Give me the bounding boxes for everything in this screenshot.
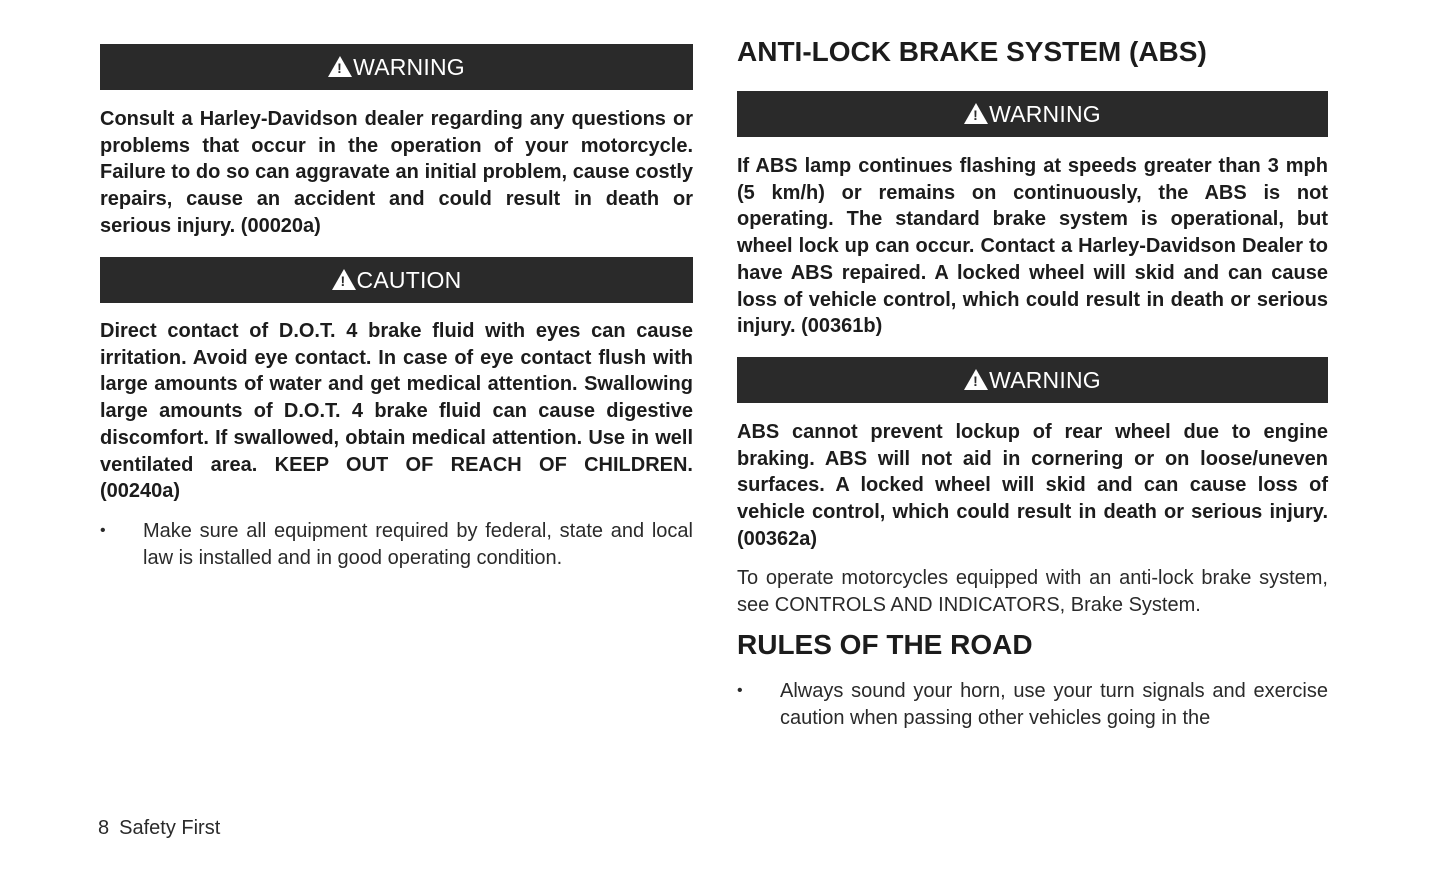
caution-banner [100, 257, 693, 303]
page-number: 8 [98, 817, 110, 839]
abs-heading: ANTI-LOCK BRAKE SYSTEM (ABS) [737, 36, 1207, 67]
equipment-bullet [100, 518, 693, 571]
abs-warning-banner-2-label: WARNING [989, 366, 1101, 393]
warning-triangle-icon [964, 103, 988, 124]
abs-warning-banner-1 [737, 91, 1328, 137]
warning-banner [100, 44, 693, 90]
abs-warning-text-1: If ABS lamp continues flashing at speeds greater than 3 mph (5 km/h) or remains on continuously, the ABS is not operating. The standard brake system is operational, but wheel lock up can occur. Contact a Harley-Davidson Dealer to have ABS repaired. A locked wheel will skid and can cause loss of vehicle control, which could result in death or serious injury. (00361b) [737, 155, 1328, 338]
bullet-dot-icon: • [737, 682, 743, 699]
warning-text: Consult a Harley-Davidson dealer regarding any questions or problems that occur in the operation of your motorcycle. Failure to do so can aggravate an initial problem, cause costly repairs, cause an accident and could result in death or serious injury. (00020a) [100, 108, 693, 237]
rules-heading: RULES OF THE ROAD [737, 629, 1033, 660]
bullet-dot-icon: • [100, 522, 106, 539]
warning-triangle-icon [328, 56, 352, 77]
warning-banner-label: WARNING [353, 53, 465, 80]
abs-warning-text-2: ABS cannot prevent lockup of rear wheel due to engine braking. ABS will not aid in cornering or on loose/uneven surfaces. A locked wheel will skid and can cause loss of vehicle control, which could result in death or serious injury. (00362a) [737, 421, 1328, 550]
abs-operate-text: To operate motorcycles equipped with an anti-lock brake system, see CONTROLS AND INDICATORS, Brake System. [737, 567, 1328, 616]
page-footer [98, 817, 220, 840]
abs-warning-banner-2 [737, 357, 1328, 403]
caution-banner-label: CAUTION [356, 266, 462, 293]
warning-triangle-icon [964, 369, 988, 390]
rules-bullet [737, 678, 1328, 731]
rules-bullet-text: Always sound your horn, use your turn signals and exercise caution when passing other vehicles going in the [780, 680, 1328, 729]
section-title: Safety First [119, 817, 221, 839]
caution-triangle-icon [332, 269, 356, 290]
abs-warning-banner-1-label: WARNING [989, 100, 1101, 127]
caution-text: Direct contact of D.O.T. 4 brake fluid with eyes can cause irritation. Avoid eye contact. In case of eye contact flush with large amounts of water and get medical attention. Swallowing large amounts of D.O.T. 4 brake fluid can cause digestive discomfort. If swallowed, obtain medical attention. Use in well ventilated area. KEEP OUT OF REACH OF CHILDREN. (00240a) [100, 320, 693, 503]
equipment-bullet-text: Make sure all equipment required by federal, state and local law is installed and in good operating condition. [143, 520, 693, 569]
